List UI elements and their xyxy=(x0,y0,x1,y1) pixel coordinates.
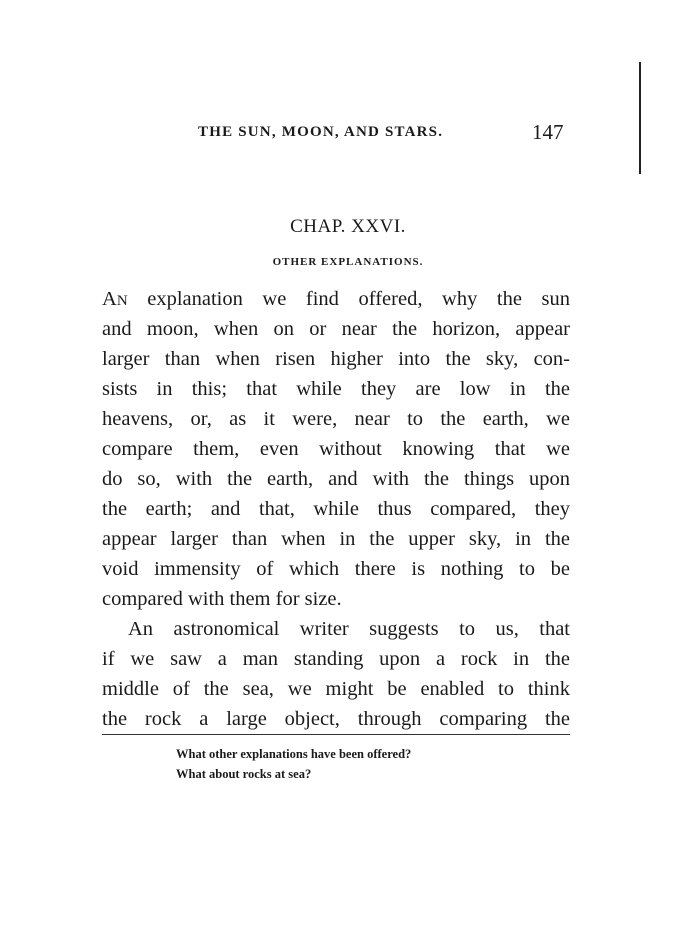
footnote-rule xyxy=(102,734,570,735)
text-line-1 xyxy=(102,284,570,314)
body-text xyxy=(102,284,570,734)
text-line: sists in this; that while they are low in the xyxy=(102,378,570,400)
text-line: compare them, even without knowing that we xyxy=(102,438,570,460)
page-number: 147 xyxy=(532,120,564,144)
text-line: the rock a large object, through comparing the xyxy=(102,708,570,730)
text-line: heavens, or, as it were, near to the earth, we xyxy=(102,408,570,430)
first-line-text: explanation we find offered, why the sun xyxy=(127,288,570,310)
text-line: and moon, when on or near the horizon, appear xyxy=(102,318,570,340)
initial-smallcap: N xyxy=(116,293,128,309)
text-line: An astronomical writer suggests to us, that xyxy=(128,618,570,640)
text-line: void immensity of which there is nothing to be xyxy=(102,558,570,580)
text-line: if we saw a man standing upon a rock in the xyxy=(102,648,570,670)
text-line: the earth; and that, while thus compared, they xyxy=(102,498,570,520)
question-2: What about rocks at sea? xyxy=(176,767,312,781)
text-line: larger than when risen higher into the sky, con- xyxy=(102,348,570,370)
question-1: What other explanations have been offered? xyxy=(176,747,412,761)
text-line: appear larger than when in the upper sky, in the xyxy=(102,528,570,550)
chapter-subtitle: OTHER EXPLANATIONS. xyxy=(272,256,424,268)
text-line: do so, with the earth, and with the things upon xyxy=(102,468,570,490)
text-line: compared with them for size. xyxy=(102,588,342,610)
review-questions xyxy=(176,744,411,784)
page-header xyxy=(0,120,696,148)
chapter-title: CHAP. XXVI. xyxy=(290,216,406,237)
running-title: THE SUN, MOON, AND STARS. xyxy=(198,124,444,140)
page-edge-line xyxy=(639,62,641,174)
initial-capital: A xyxy=(102,288,117,310)
text-line: middle of the sea, we might be enabled to think xyxy=(102,678,570,700)
